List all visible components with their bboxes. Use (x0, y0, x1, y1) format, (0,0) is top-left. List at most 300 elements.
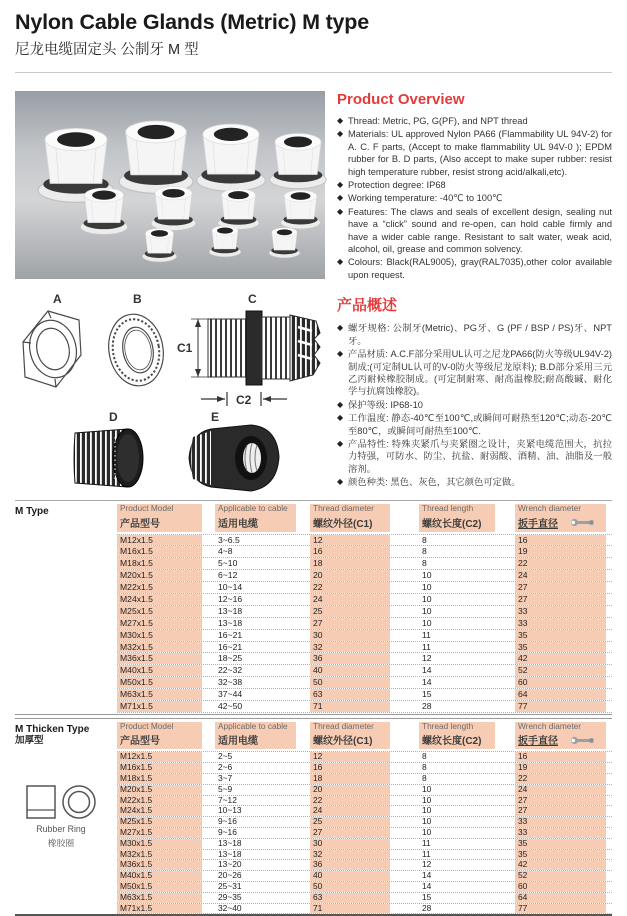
header-cell (117, 722, 202, 750)
cell: 12 (310, 535, 390, 546)
header-label-en: Thread length (422, 503, 474, 513)
cell: 8 (422, 762, 427, 773)
table-row (117, 594, 612, 606)
bullet-text: Features: The claws and seals of excellent design, sealing nut have a “click” sound and re-open, can hold cable firmly and have a wider cable range. Resistant to salt water, weak acid, alcohol, oil, grease and common solvency. (348, 206, 612, 255)
table-row (117, 817, 612, 828)
cell: 27 (515, 594, 606, 605)
bullet-item (337, 128, 612, 178)
table-row (117, 871, 612, 882)
cell: 22 (310, 582, 390, 593)
header-label-en: Thread diameter (313, 720, 374, 731)
header-cell (515, 722, 606, 750)
cell: M18x1.5 (117, 774, 202, 784)
cell: M18x1.5 (117, 558, 202, 569)
cell: M16x1.5 (117, 763, 202, 773)
bullet-text: 产品特性: 特殊夹紧爪与夹紧圈之设计，夹紧电缆范围大，抗拉力特强，可防水、防尘、抗盐、耐弱酸、酒精、油、油脂及一般溶剂。 (348, 438, 612, 474)
locknut-diagram (23, 311, 82, 387)
cable-gland-small (142, 228, 176, 262)
table-row (117, 570, 612, 582)
cell: 77 (515, 904, 606, 914)
diamond-bullet-icon: ◆ (337, 129, 344, 139)
cell: 71 (310, 904, 390, 914)
cell: 14 (422, 870, 432, 881)
cell: 10 (422, 805, 432, 816)
cell: M12x1.5 (117, 535, 202, 546)
cell: 40 (310, 665, 390, 676)
table-row (117, 535, 612, 547)
product-photo (15, 91, 325, 279)
product-photo-illustration (15, 91, 325, 279)
cable-gland-large (270, 134, 326, 189)
cell: 11 (422, 641, 431, 652)
table-row (117, 689, 612, 701)
cell: 13~18 (218, 617, 243, 628)
cell: 27 (515, 582, 606, 593)
cell: 52 (515, 871, 606, 881)
diamond-bullet-icon: ◆ (337, 206, 344, 216)
table-row (117, 763, 612, 774)
cell: 16 (515, 535, 606, 546)
cell: 11 (422, 848, 431, 859)
cell: 10 (422, 570, 432, 581)
cell: 60 (515, 882, 606, 892)
cell: 27 (310, 618, 390, 629)
cell: 13~18 (218, 848, 242, 859)
cell: M36x1.5 (117, 653, 202, 664)
header-cell (419, 504, 495, 532)
cell: M24x1.5 (117, 594, 202, 605)
table-row (117, 839, 612, 850)
cell: M27x1.5 (117, 828, 202, 838)
bullet-text: Colours: Black(RAL9005), gray(RAL7035),other color available upon request. (348, 257, 612, 280)
cell: M20x1.5 (117, 785, 202, 795)
rubber-ring-side-icon (26, 785, 56, 819)
cell: 8 (422, 772, 427, 783)
cell: 50 (310, 882, 390, 892)
cell: 9~16 (218, 826, 237, 837)
header-label-cn: 扳手直径 (518, 518, 558, 530)
rubber-ring-caption-en: Rubber Ring (36, 823, 86, 834)
cell: M63x1.5 (117, 893, 202, 903)
cell: 32~40 (218, 902, 242, 913)
cell: 13~18 (218, 605, 243, 616)
diagram-label-e: E (211, 410, 220, 424)
header-label-en: Thread diameter (313, 503, 374, 513)
spec-tables (15, 500, 612, 916)
cell: 11 (422, 629, 431, 640)
parts-diagram-illustration (15, 287, 325, 494)
cell: 10 (422, 783, 432, 794)
section-title: M Type (15, 506, 49, 517)
m-thicken-type-table (15, 718, 612, 916)
table-row (117, 785, 612, 796)
cell: 14 (422, 677, 432, 688)
cell: 25 (310, 817, 390, 827)
cell: 27 (310, 828, 390, 838)
cell: M40x1.5 (117, 871, 202, 881)
header-label-cn: 产品型号 (120, 518, 160, 530)
cell: 16 (310, 546, 390, 557)
cell: 24 (515, 570, 606, 581)
table-row (117, 665, 612, 677)
cell: 2~5 (218, 751, 233, 762)
header-cell (310, 722, 390, 750)
bullet-text: Thread: Metric, PG, G(PF), and NPT thread (348, 116, 528, 126)
cell: 35 (515, 630, 606, 641)
overview-cn-list (337, 322, 612, 488)
cell: 10~14 (218, 582, 243, 593)
bullet-text: Protection degree: IP68 (348, 180, 446, 191)
cell: 77 (515, 701, 606, 712)
diagram-label-d: D (109, 410, 118, 424)
cell: 18 (310, 774, 390, 784)
parts-diagram (15, 287, 325, 494)
diamond-bullet-icon: ◆ (337, 116, 344, 125)
cell: M16x1.5 (117, 546, 202, 557)
cell: 40 (310, 871, 390, 881)
cell: 16 (515, 752, 606, 762)
bullet-text: Materials: UL approved Nylon PA66 (Flammability UL 94V-2) for A. C. F parts, (Accept to make flammability UL 94V-0 ); EPDM rubber for B. D parts, (Also accept to make super rubber: resist high temperature rubber, resist strong acid/alkali,etc). (348, 129, 612, 177)
cell: M22x1.5 (117, 796, 202, 806)
diamond-bullet-icon: ◆ (337, 349, 344, 359)
header-label-cn: 螺纹长度(C2) (422, 518, 482, 530)
cable-gland-large (119, 121, 193, 193)
diamond-bullet-icon: ◆ (337, 477, 344, 487)
right-column (337, 91, 612, 496)
bullet-item (337, 438, 612, 475)
cable-gland-large (197, 124, 266, 191)
diamond-bullet-icon: ◆ (337, 193, 344, 203)
cell: 16~21 (218, 641, 243, 652)
table-row (117, 882, 612, 893)
rubber-ring-front-icon (61, 784, 97, 820)
header-label-en: Thread length (422, 720, 474, 731)
cell: 19 (515, 546, 606, 557)
cell: 32~38 (218, 677, 243, 688)
cell: 20~26 (218, 870, 242, 881)
cell: 35 (515, 850, 606, 860)
bullet-item (337, 412, 612, 437)
cell: 42~50 (218, 700, 243, 711)
diamond-bullet-icon: ◆ (337, 257, 344, 267)
cell: 10 (422, 617, 432, 628)
header-label-cn: 适用电缆 (218, 736, 258, 748)
table-row (117, 653, 612, 665)
cell: 28 (422, 902, 432, 913)
cell: 6~12 (218, 570, 238, 581)
table-row (117, 806, 612, 817)
diamond-bullet-icon: ◆ (337, 323, 344, 333)
cell: 64 (515, 893, 606, 903)
cell: 35 (515, 839, 606, 849)
cell: 18~25 (218, 653, 243, 664)
cell: M30x1.5 (117, 839, 202, 849)
cell: M20x1.5 (117, 570, 202, 581)
header-cell (419, 722, 495, 750)
table-row (117, 677, 612, 689)
cell: 3~6.5 (218, 534, 240, 545)
m-thicken-label (15, 720, 117, 914)
cell: 27 (515, 796, 606, 806)
claw-insert-diagram (74, 429, 143, 487)
sealing-nut-diagram (189, 425, 279, 491)
header-label-en: Wrench diameter (518, 720, 582, 731)
diagram-label-b: B (133, 292, 142, 306)
header-label-en: Applicable to cable (218, 720, 288, 731)
cable-gland-medium (218, 189, 259, 229)
cell: M25x1.5 (117, 817, 202, 827)
header-cell (215, 722, 296, 750)
cell: 20 (310, 785, 390, 795)
cable-gland-small (269, 228, 300, 258)
cell: 8 (422, 558, 427, 569)
rubber-ring-caption-cn: 橡胶圈 (47, 838, 75, 849)
page-header (0, 0, 627, 73)
table-header-row (117, 502, 612, 535)
diamond-bullet-icon: ◆ (337, 180, 344, 190)
page-subtitle-cn: 尼龙电缆固定头 公制牙 M 型 (15, 42, 199, 58)
cell: 28 (422, 700, 432, 711)
rubber-ring-figure (15, 784, 107, 849)
seal-washer-diagram (103, 310, 169, 390)
cell: 4~8 (218, 546, 233, 557)
bullet-item (337, 115, 612, 127)
cell: 15 (422, 689, 432, 700)
header-divider (15, 72, 612, 73)
header-cell (515, 504, 606, 532)
m-thicken-grid (117, 720, 612, 914)
dim-c1-label: C1 (177, 341, 193, 355)
cell: 24 (310, 594, 390, 605)
header-label-en: Product Model (120, 503, 174, 513)
cell: 37~44 (218, 689, 243, 700)
cell: M36x1.5 (117, 860, 202, 870)
cell: M32x1.5 (117, 850, 202, 860)
cell: 10 (422, 593, 432, 604)
overview-heading-cn: 产品概述 (337, 297, 398, 315)
bullet-item (337, 192, 612, 204)
wrench-icon (570, 736, 594, 745)
content-columns (15, 91, 612, 496)
table-row (117, 893, 612, 904)
cell: 8 (422, 751, 427, 762)
cell: 52 (515, 665, 606, 676)
cell: 32 (310, 642, 390, 653)
cell: 25 (310, 606, 390, 617)
cell: 42 (515, 653, 606, 664)
cell: 12 (422, 653, 432, 664)
cell: 30 (310, 839, 390, 849)
gland-body-diagram (177, 311, 320, 407)
section-title-cn: 加厚型 (15, 734, 44, 746)
cell: M27x1.5 (117, 618, 202, 629)
cell: 71 (310, 701, 390, 712)
cell: 16 (310, 763, 390, 773)
cable-gland-medium (151, 187, 196, 231)
header-label-cn: 产品型号 (120, 736, 160, 748)
section-title: M Thicken Type (15, 723, 90, 735)
cell: M22x1.5 (117, 582, 202, 593)
cell: 15 (422, 891, 432, 902)
cell: 16~21 (218, 629, 243, 640)
cell: M32x1.5 (117, 642, 202, 653)
diamond-bullet-icon: ◆ (337, 413, 344, 423)
header-label-en: Applicable to cable (218, 503, 288, 513)
cell: 35 (515, 642, 606, 653)
table-row (117, 796, 612, 807)
bullet-text: 产品材质: A.C.F部分采用UL认可之尼龙PA66(防火等级UL94V-2)制成;(可定制UL认可的V-0防火等级尼龙原料); B.D部分采用三元乙丙耐候橡胶制成。(可定制耐寒、耐高温橡胶;耐高酸碱、耐化学与抗腐蚀橡胶)。 (348, 349, 612, 397)
cell: 8 (422, 546, 427, 557)
bullet-text: 颜色种类: 黑色、灰色，其它颜色可定做。 (348, 477, 521, 488)
cell: M71x1.5 (117, 701, 202, 712)
header-label-cn: 螺纹外径(C1) (313, 736, 373, 748)
cell: M24x1.5 (117, 806, 202, 816)
cell: 12~16 (218, 593, 243, 604)
cell: 50 (310, 677, 390, 688)
cell: 13~20 (218, 859, 242, 870)
diagram-label-a: A (53, 292, 62, 306)
table-row (117, 606, 612, 618)
dim-c2-label: C2 (236, 393, 252, 407)
cell: 27 (515, 806, 606, 816)
header-label-cn: 螺纹长度(C2) (422, 736, 482, 748)
cell: 18 (310, 558, 390, 569)
cell: 36 (310, 653, 390, 664)
cable-gland-medium (281, 190, 321, 229)
cell: 8 (422, 534, 427, 545)
cell: 14 (422, 665, 432, 676)
cell: 25~31 (218, 880, 242, 891)
cell: 33 (515, 828, 606, 838)
bullet-item (337, 179, 612, 191)
wrench-icon (570, 518, 594, 527)
header-cell (310, 504, 390, 532)
cell: 42 (515, 860, 606, 870)
bullet-text: 螺牙规格: 公制牙(Metric)、PG牙、G (PF / BSP / PS)牙、NPT牙。 (348, 323, 612, 346)
cell: 33 (515, 606, 606, 617)
cell: 22 (310, 796, 390, 806)
cell: 64 (515, 689, 606, 700)
table-row (117, 630, 612, 642)
cell: 10 (422, 826, 432, 837)
overview-heading-en: Product Overview (337, 91, 465, 108)
cell: 5~10 (218, 558, 238, 569)
table-row (117, 752, 612, 763)
table-row (117, 860, 612, 871)
header-label-cn: 适用电缆 (218, 518, 258, 530)
cell: M12x1.5 (117, 752, 202, 762)
cell: 24 (515, 785, 606, 795)
bullet-item (337, 256, 612, 281)
cell: 33 (515, 618, 606, 629)
header-cell (117, 504, 202, 532)
cell: 22 (515, 558, 606, 569)
cell: 19 (515, 763, 606, 773)
cell: M50x1.5 (117, 882, 202, 892)
bullet-item (337, 206, 612, 256)
bullet-item (337, 322, 612, 347)
table-row (117, 850, 612, 861)
cell: 36 (310, 860, 390, 870)
header-label-cn: 螺纹外径(C1) (313, 518, 373, 530)
cell: 2~6 (218, 762, 233, 773)
header-label-en: Product Model (120, 720, 174, 731)
cell: 63 (310, 893, 390, 903)
cell: 20 (310, 570, 390, 581)
left-column (15, 91, 325, 496)
cell: 5~9 (218, 783, 233, 794)
table-row (117, 828, 612, 839)
cell: 10 (422, 794, 432, 805)
bullet-item (337, 399, 612, 411)
table-row (117, 558, 612, 570)
cell: 10~13 (218, 805, 242, 816)
table-row (117, 774, 612, 785)
table-row (117, 546, 612, 558)
bullet-item (337, 348, 612, 398)
cell: 29~35 (218, 891, 242, 902)
table-row (117, 904, 612, 915)
bullet-item (337, 476, 612, 488)
page-title: Nylon Cable Glands (Metric) M type (15, 10, 369, 34)
table-row (117, 701, 612, 713)
m-type-table (15, 500, 612, 715)
cell: 3~7 (218, 772, 233, 783)
table-row (117, 582, 612, 594)
bullet-text: Working temperature: -40℃ to 100℃ (348, 193, 503, 204)
table-header-row (117, 720, 612, 753)
cell: M40x1.5 (117, 665, 202, 676)
cell: 11 (422, 837, 431, 848)
table-row (117, 618, 612, 630)
cell: M71x1.5 (117, 904, 202, 914)
cell: 14 (422, 880, 432, 891)
cell: 10 (422, 816, 432, 827)
cell: M50x1.5 (117, 677, 202, 688)
cell: 12 (310, 752, 390, 762)
cell: 32 (310, 850, 390, 860)
bullet-text: 保护等级: IP68-10 (348, 399, 423, 410)
cell: 10 (422, 582, 432, 593)
cell: M30x1.5 (117, 630, 202, 641)
cell: 60 (515, 677, 606, 688)
cell: 13~18 (218, 837, 242, 848)
cell: 33 (515, 817, 606, 827)
bullet-text: 工作温度: 静态-40℃至100℃,或瞬间可耐热至120℃;动态-20℃至80℃，或瞬间可耐热至100℃. (348, 413, 612, 436)
cable-gland-small (209, 226, 241, 257)
header-label-en: Wrench diameter (518, 503, 582, 513)
overview-en-list (337, 115, 612, 281)
diagram-label-c: C (248, 292, 257, 306)
diamond-bullet-icon: ◆ (337, 399, 344, 409)
cell: 7~12 (218, 794, 237, 805)
m-type-label (15, 502, 117, 713)
cable-gland-medium (80, 188, 128, 234)
table-row (117, 642, 612, 654)
cell: 24 (310, 806, 390, 816)
cell: 12 (422, 859, 432, 870)
cell: M63x1.5 (117, 689, 202, 700)
cell: 10 (422, 605, 432, 616)
m-type-grid (117, 502, 612, 713)
cell: 63 (310, 689, 390, 700)
cell: 30 (310, 630, 390, 641)
cell: 9~16 (218, 816, 237, 827)
cell: M25x1.5 (117, 606, 202, 617)
header-label-cn: 扳手直径 (518, 736, 558, 748)
header-cell (215, 504, 296, 532)
cell: 22~32 (218, 665, 243, 676)
